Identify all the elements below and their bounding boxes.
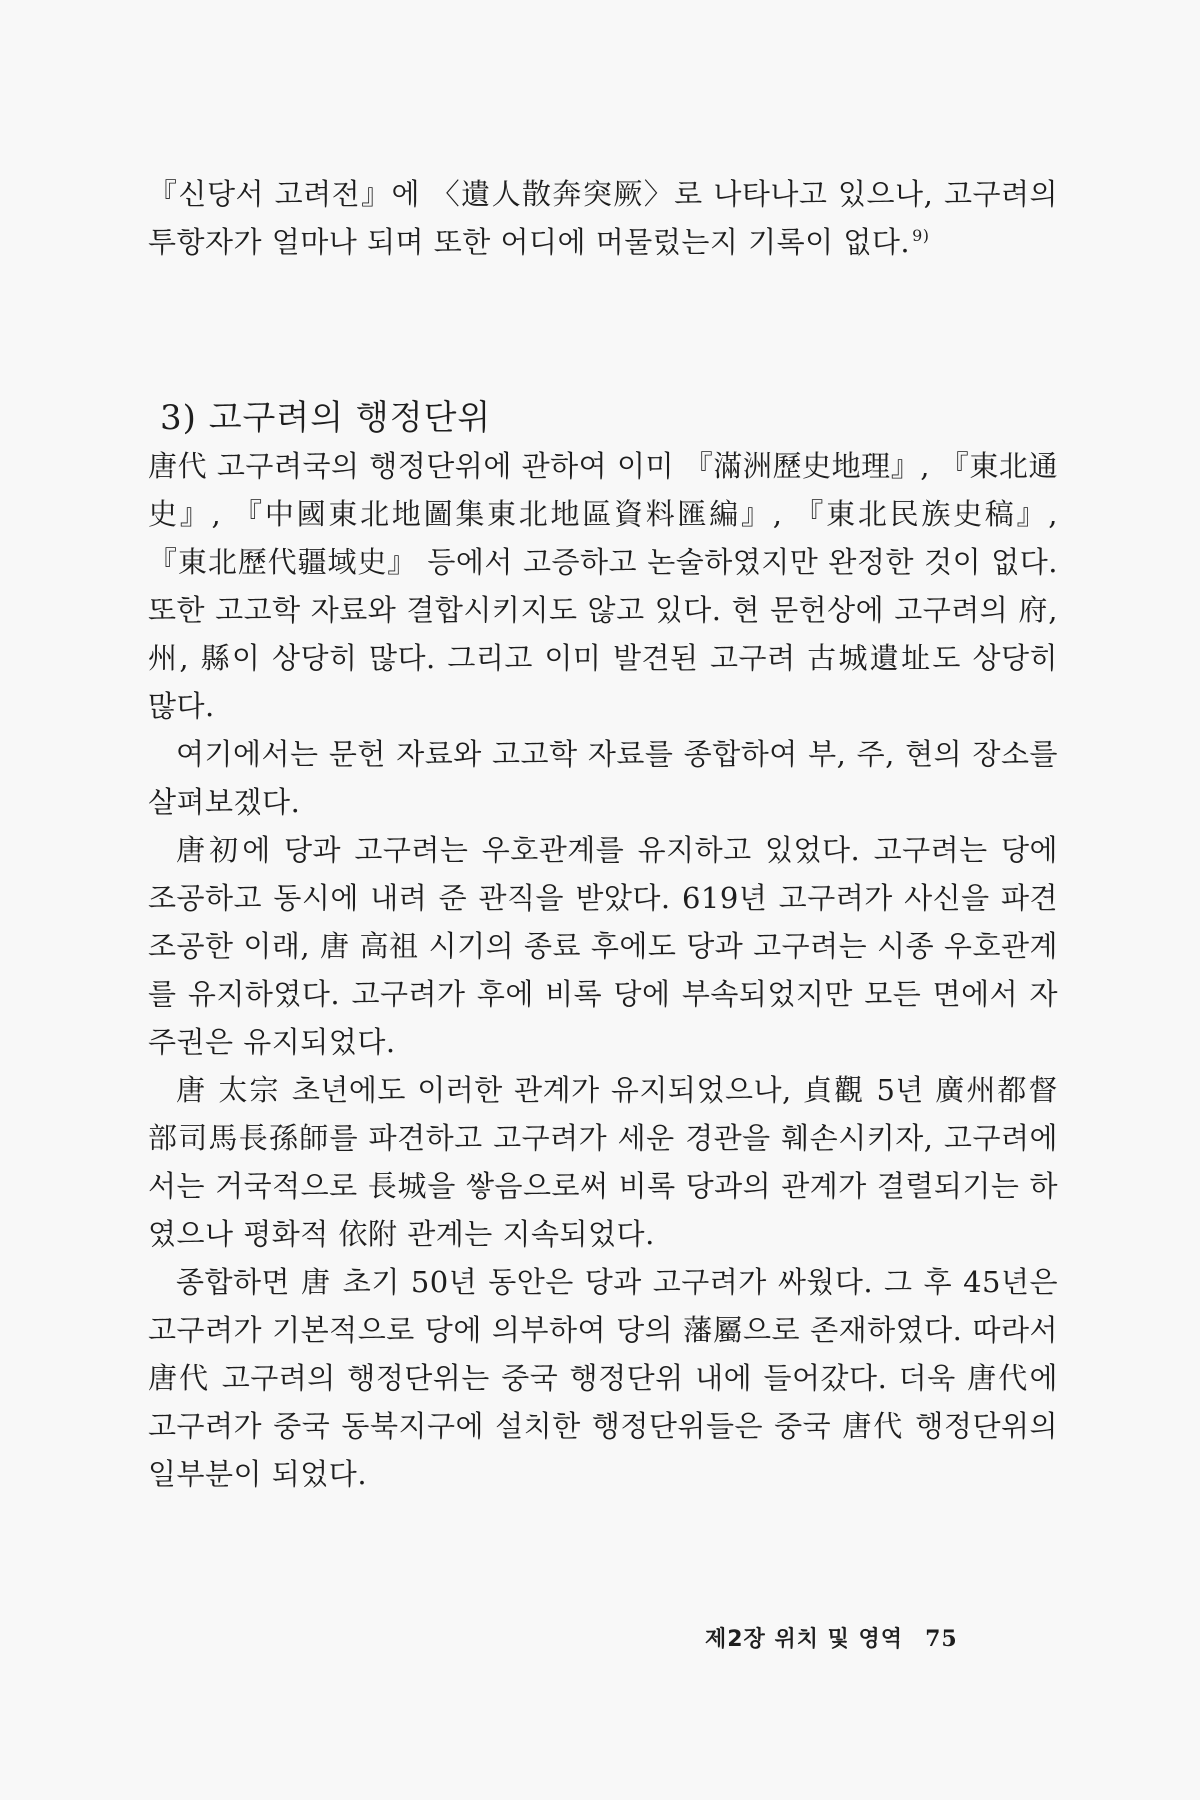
footer-chapter-title: 제2장 위치 및 영역 [705,1627,904,1652]
body-paragraph-2: 여기에서는 문헌 자료와 고고학 자료를 종합하여 부, 주, 현의 장소를 살펴보겠다. [148,737,1058,819]
intro-paragraph [148,170,1058,266]
page-number: 75 [925,1626,958,1652]
page-footer [705,1624,1045,1655]
footnote-ref: 9) [912,226,930,246]
section-heading: 3) 고구려의 행정단위 [160,398,492,438]
body-paragraph-1: 唐代 고구려국의 행정단위에 관하여 이미 『滿洲歷史地理』, 『東北通史』, 『中國東北地圖集東北地區資料匯編』, 『東北民族史稿』, 『東北歷代疆域史』 등에서 고증하고 논술하였지만 완정한 것이 없다. 또한 고고학 자료와 결합시키지도 않고 있다. 현 문헌상에 고구려의 府, 州, 縣이 상당히 많다. 그리고 이미 발견된 고구려 古城遺址도 상당히 많다. [148,449,1058,723]
body-paragraph-3: 唐初에 당과 고구려는 우호관계를 유지하고 있었다. 고구려는 당에 조공하고 동시에 내려 준 관직을 받았다. 619년 고구려가 사신을 파견 조공한 이래, 唐 高祖 시기의 종료 후에도 당과 고구려는 시종 우호관계를 유지하였다. 고구려가 후에 비록 당에 부속되었지만 모든 면에서 자주권은 유지되었다. [148,833,1058,1059]
body-paragraph-5: 종합하면 唐 초기 50년 동안은 당과 고구려가 싸웠다. 그 후 45년은 고구려가 기본적으로 당에 의부하여 당의 藩屬으로 존재하였다. 따라서 唐代 고구려의 행정단위는 중국 행정단위 내에 들어갔다. 더욱 唐代에 고구려가 중국 동북지구에 설치한 행정단위들은 중국 唐代 행정단위의 일부분이 되었다. [148,1265,1058,1491]
section-body [148,442,1058,1498]
intro-text: 『신당서 고려전』에 〈遺人散奔突厥〉로 나타나고 있으나, 고구려의 투항자가 얼마나 되며 또한 어디에 머물렀는지 기록이 없다. [148,177,1058,259]
body-paragraph-4: 唐 太宗 초년에도 이러한 관계가 유지되었으나, 貞觀 5년 廣州都督部司馬長孫師를 파견하고 고구려가 세운 경관을 훼손시키자, 고구려에서는 거국적으로 長城을 쌓음으로써 비록 당과의 관계가 결렬되기는 하였으나 평화적 依附 관계는 지속되었다. [148,1073,1058,1251]
